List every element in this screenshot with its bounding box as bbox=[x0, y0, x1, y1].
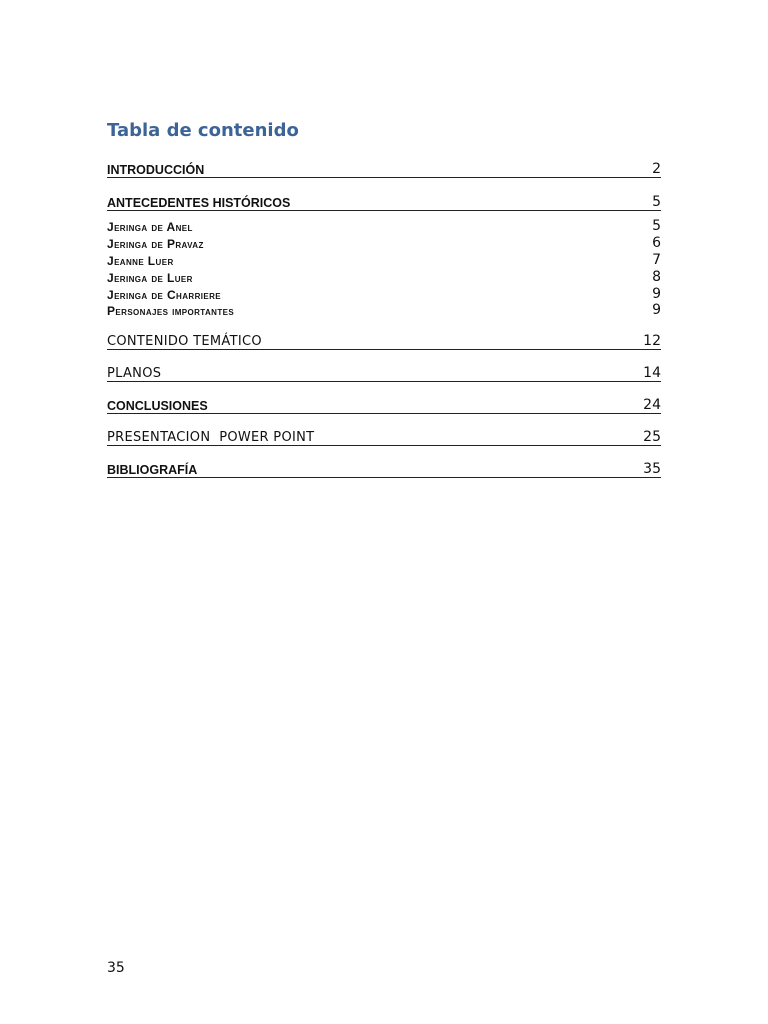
toc-entry-bibliografia[interactable] bbox=[107, 462, 661, 478]
toc-subentry-page: 9 bbox=[652, 286, 661, 302]
toc-subentry-label: Personajes importantes bbox=[107, 304, 235, 318]
toc-entry-label: BIBLIOGRAFÍA bbox=[107, 462, 198, 477]
toc-subentry-label: Jeringa de Luer bbox=[107, 271, 193, 285]
toc-title: Tabla de contenido bbox=[107, 120, 299, 141]
toc-entry-conclusiones[interactable] bbox=[107, 398, 661, 414]
toc-entry-page: 5 bbox=[652, 194, 661, 210]
toc-entry-page: 14 bbox=[643, 365, 661, 381]
toc-subentry-jeringa-de-pravaz[interactable] bbox=[107, 236, 661, 250]
toc-entry-label: PRESENTACION POWER POINT bbox=[107, 430, 315, 445]
toc-subentry-page: 5 bbox=[652, 218, 661, 234]
toc-entry-antecedentes[interactable] bbox=[107, 195, 661, 211]
toc-subentry-jeringa-de-charriere[interactable] bbox=[107, 287, 661, 301]
toc-subentry-personajes-importantes[interactable] bbox=[107, 303, 661, 317]
toc-subentry-jeringa-de-anel[interactable] bbox=[107, 219, 661, 233]
toc-entry-planos[interactable] bbox=[107, 366, 661, 382]
toc-subentry-label: Jeringa de Pravaz bbox=[107, 237, 204, 251]
toc-entry-page: 35 bbox=[643, 461, 661, 477]
toc-subentry-page: 6 bbox=[652, 235, 661, 251]
toc-subentry-page: 7 bbox=[652, 252, 661, 268]
toc-subentry-page: 8 bbox=[652, 269, 661, 285]
toc-entry-introduccion[interactable] bbox=[107, 162, 661, 178]
toc-subentry-jeringa-de-luer[interactable] bbox=[107, 270, 661, 284]
toc-entry-label: PLANOS bbox=[107, 366, 162, 381]
toc-entry-page: 2 bbox=[652, 161, 661, 177]
toc-subentry-page: 9 bbox=[652, 302, 661, 318]
toc-entry-label: CONTENIDO TEMÁTICO bbox=[107, 334, 262, 349]
toc-entry-page: 12 bbox=[643, 333, 661, 349]
toc-subentry-label: Jeanne Luer bbox=[107, 254, 174, 268]
toc-entry-label: ANTECEDENTES HISTÓRICOS bbox=[107, 195, 291, 210]
toc-subentry-label: Jeringa de Charriere bbox=[107, 288, 222, 302]
toc-entry-page: 24 bbox=[643, 397, 661, 413]
toc-entry-presentacion-power-point[interactable] bbox=[107, 430, 661, 446]
toc-entry-label: CONCLUSIONES bbox=[107, 398, 208, 413]
footer-page-number: 35 bbox=[107, 960, 125, 976]
toc-entry-contenido-tematico[interactable] bbox=[107, 334, 661, 350]
toc-entry-label: INTRODUCCIÓN bbox=[107, 162, 205, 177]
toc-subentry-label: Jeringa de Anel bbox=[107, 220, 193, 234]
toc-subentry-jeanne-luer[interactable] bbox=[107, 253, 661, 267]
toc-entry-page: 25 bbox=[643, 429, 661, 445]
